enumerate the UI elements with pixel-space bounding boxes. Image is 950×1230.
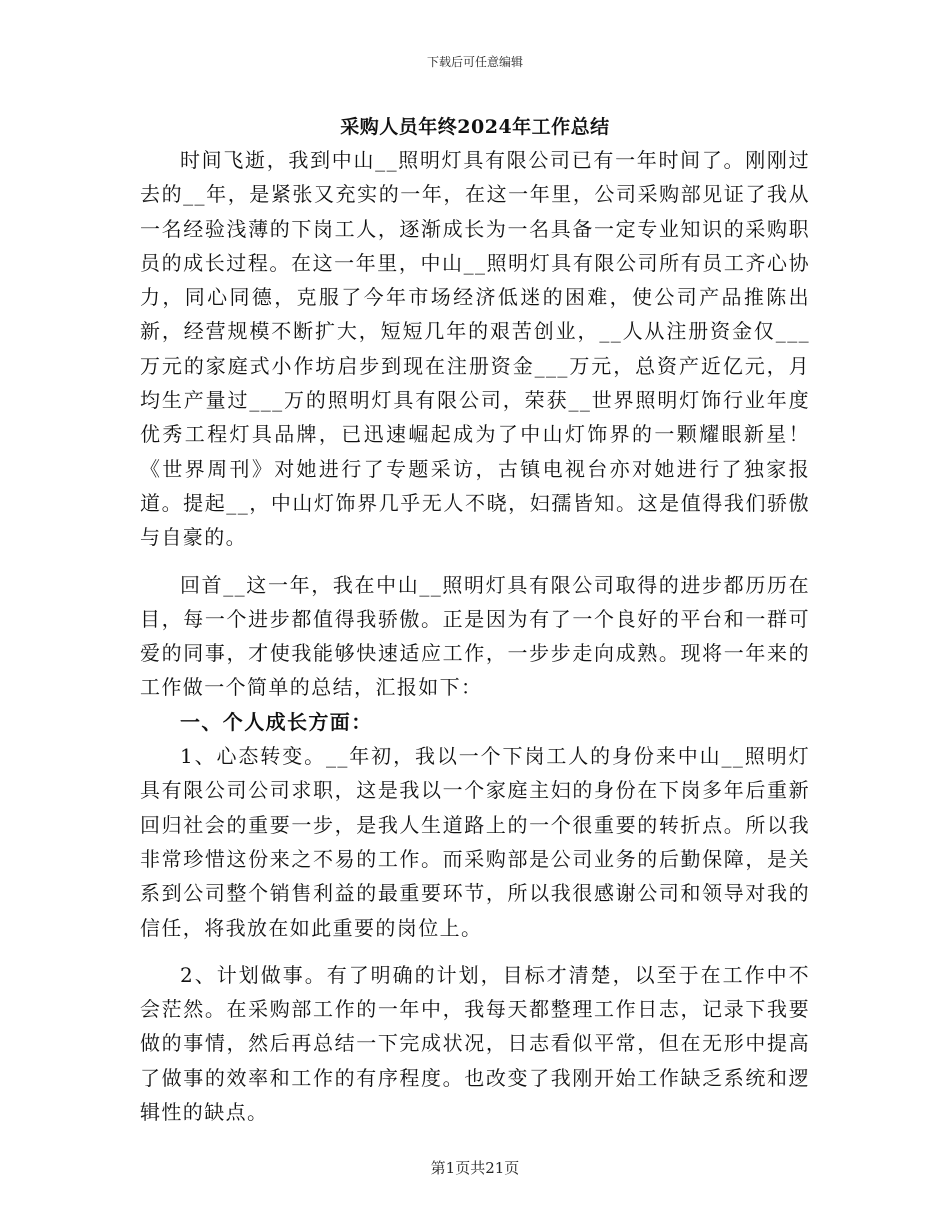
page-header-note: 下载后可任意编辑 (426, 55, 523, 69)
paragraph-planning: 2、计划做事。有了明确的计划，目标才清楚，以至于在工作中不会茫然。在采购部工作的一年中，我每天都整理工作日志，记录下我要做的事情，然后再总结一下完成状况，日志看似平常，但在无形中提高了做事的效率和工作的有序程度。也改变了我刚开始工作缺乏系统和逻辑性的缺点。 (140, 962, 810, 1125)
document-body (140, 143, 810, 1129)
section-heading-personal-growth: 一、个人成长方面： (180, 709, 373, 734)
paragraph-intro: 时间飞逝，我到中山__照明灯具有限公司已有一年时间了。刚刚过去的__年，是紧张又充实的一年，在这一年里，公司采购部见证了我从一名经验浅薄的下岗工人，逐渐成长为一名具备一定专业知识的采购职员的成长过程。在这一年里，中山__照明灯具有限公司所有员工齐心协力，同心同德，克服了今年市场经济低迷的困难，使公司产品推陈出新，经营规模不断扩大，短短几年的艰苦创业，__人从注册资金仅___万元的家庭式小作坊启步到现在注册资金___万元，总资产近亿元，月均生产量过___万的照明灯具有限公司，荣获__世界照明灯饰行业年度优秀工程灯具品牌，已迅速崛起成为了中山灯饰界的一颗耀眼新星！《世界周刊》对她进行了专题采访，古镇电视台亦对她进行了独家报道。提起__，中山灯饰界几乎无人不晓，妇孺皆知。这是值得我们骄傲与自豪的。 (140, 148, 810, 550)
page-footer: 第1页共21页 (430, 1159, 520, 1177)
paragraph-mindset: 1、心态转变。__年初，我以一个下岗工人的身份来中山__照明灯具有限公司公司求职，这是我以一个家庭主妇的身份在下岗多年后重新回归社会的重要一步，是我人生道路上的一个很重要的转折点。所以我非常珍惜这份来之不易的工作。而采购部是公司业务的后勤保障，是关系到公司整个销售利益的最重要环节，所以我很感谢公司和领导对我的信任，将我放在如此重要的岗位上。 (140, 744, 810, 940)
paragraph-review: 回首__这一年，我在中山__照明灯具有限公司取得的进步都历历在目，每一个进步都值得我骄傲。正是因为有了一个良好的平台和一群可爱的同事，才使我能够快速适应工作，一步步走向成熟。现将一年来的工作做一个简单的总结，汇报如下： (140, 572, 810, 700)
document-title: 采购人员年终2024年工作总结 (340, 116, 610, 138)
